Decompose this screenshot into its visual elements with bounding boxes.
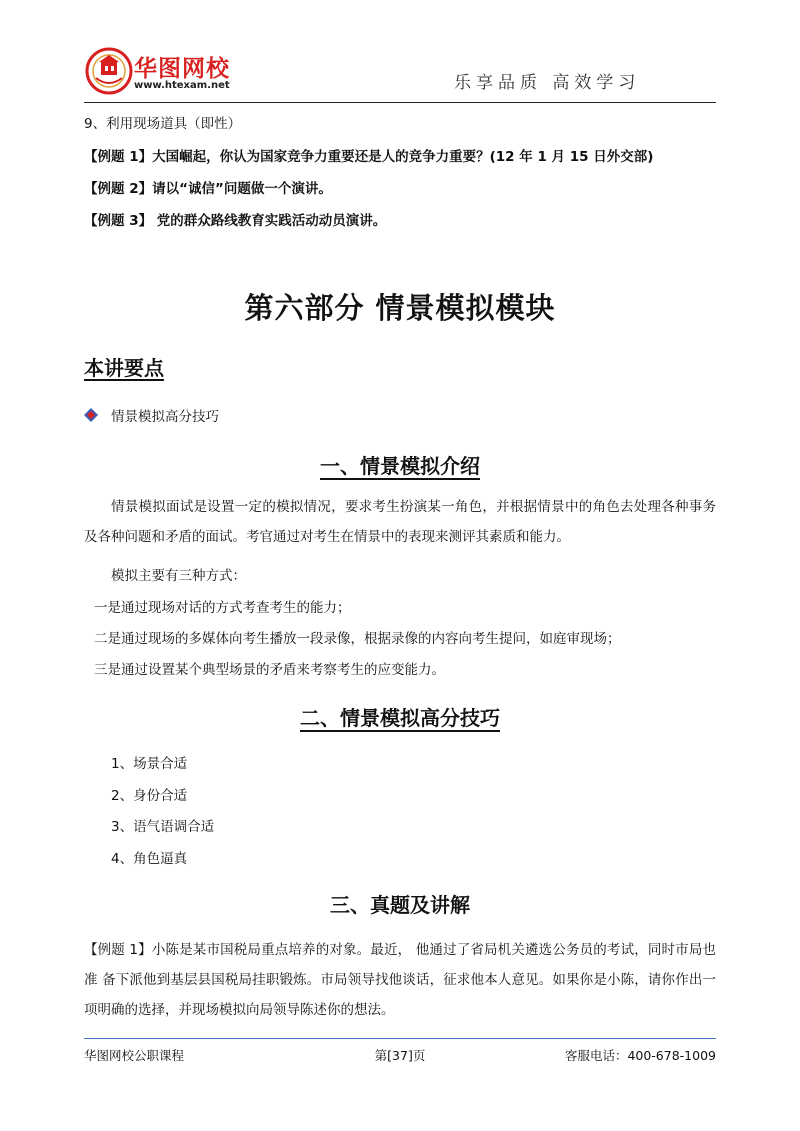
section-1-title — [0, 450, 800, 479]
mode-2: 二是通过现场的多媒体向考生播放一段录像，根据录像的内容向考生提问，如庭审现场； — [94, 631, 621, 647]
footer-course: 华图网校公职课程 — [84, 1048, 185, 1063]
example-question — [84, 935, 716, 1025]
brand-name: 华图网校 — [134, 56, 230, 82]
section-2-title — [0, 702, 800, 731]
footer-page-number: 第[37]页 — [374, 1048, 426, 1063]
example-question-label: 【例题 1】 — [84, 942, 152, 958]
part-title: 第六部分 情景模拟模块 — [244, 291, 556, 325]
footer-hotline: 客服电话：400-678-1009 — [564, 1048, 716, 1063]
section-3-title: 三、真题及讲解 — [330, 893, 470, 917]
tip-4: 4、角色逼真 — [111, 851, 188, 867]
mode-1: 一是通过现场对话的方式考查考生的能力； — [94, 600, 351, 616]
header-slogan: 乐享品质 高效学习 — [454, 73, 641, 93]
example-2-line: 【例题 2】请以“诚信”问题做一个演讲。 — [84, 181, 332, 197]
diamond-bullet-icon — [84, 408, 98, 422]
item-props: 9、利用现场道具（即性） — [84, 116, 242, 132]
logo-emblem-icon — [84, 46, 134, 96]
section-2-title-text: 二、情景模拟高分技巧 — [300, 706, 500, 730]
modes-intro: 模拟主要有三种方式： — [111, 568, 246, 584]
section-1-paragraph: 情景模拟面试是设置一定的模拟情况，要求考生扮演某一角色，并根据情景中的角色去处理各种事务及各种问题和矛盾的面试。考官通过对考生在情景中的表现来测评其素质和能力。 — [84, 499, 716, 545]
tip-1: 1、场景合适 — [111, 756, 188, 772]
section-1-title-text: 一、情景模拟介绍 — [320, 454, 480, 478]
brand-url: www.htexam.net — [134, 80, 230, 91]
footer-divider — [84, 1038, 716, 1039]
example-3-line: 【例题 3】 党的群众路线教育实践活动动员演讲。 — [84, 213, 387, 229]
tip-2: 2、身份合适 — [111, 788, 188, 804]
key-points-heading: 本讲要点 — [84, 356, 164, 380]
example-1-line: 【例题 1】大国崛起，你认为国家竞争力重要还是人的竞争力重要？(12 年 1 月 15 日外交部) — [84, 149, 654, 165]
mode-3: 三是通过设置某个典型场景的矛盾来考察考生的应变能力。 — [94, 662, 445, 678]
header-divider — [84, 102, 716, 103]
key-point-text: 情景模拟高分技巧 — [111, 409, 219, 425]
tip-3: 3、语气语调合适 — [111, 819, 215, 835]
brand-logo[interactable] — [84, 46, 234, 100]
example-question-text: 小陈是某市国税局重点培养的对象。最近， 他通过了省局机关遴选公务员的考试，同时市局也准 备下派他到基层县国税局挂职锻炼。市局领导找他谈话，征求他本人意见。如果你是小陈，请你作出一项明确的选择，并现场模拟向局领导陈述你的想法。 — [84, 942, 716, 1018]
